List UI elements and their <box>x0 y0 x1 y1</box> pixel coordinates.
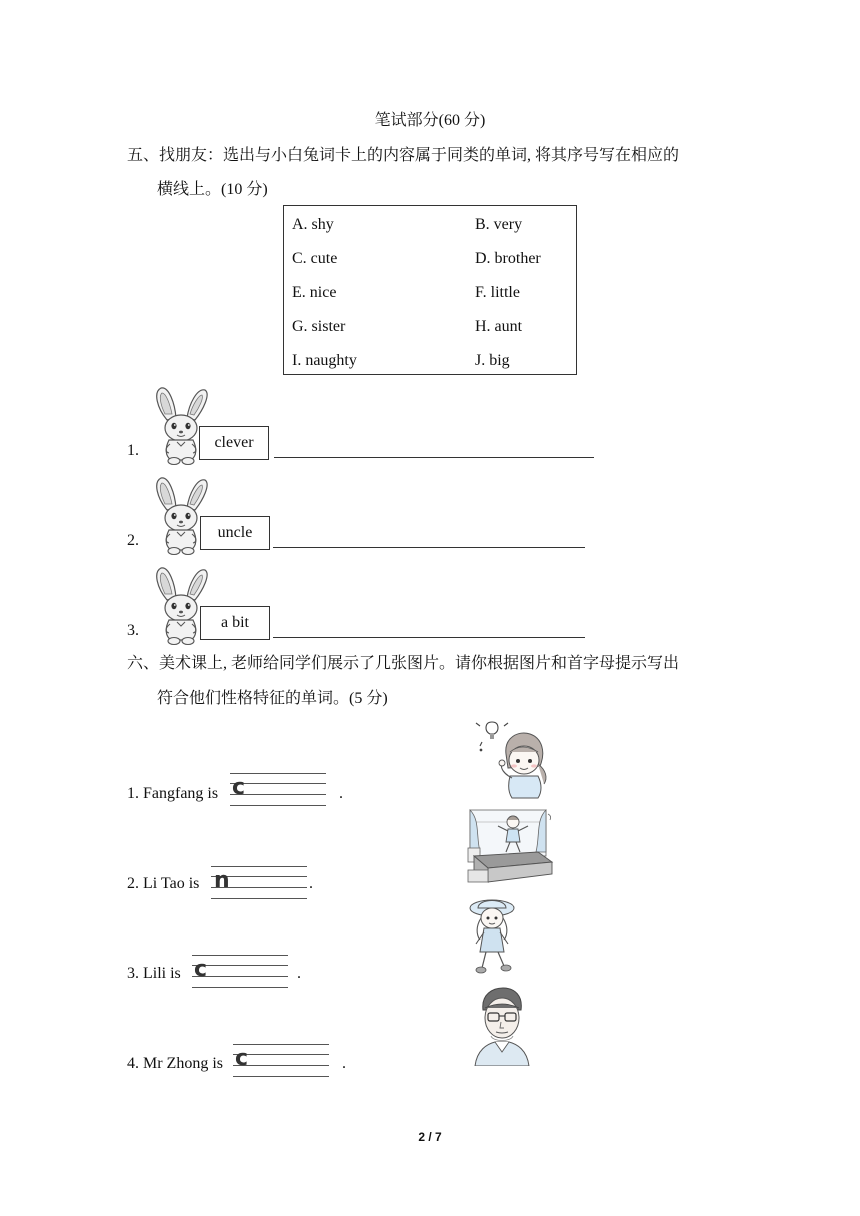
option-a: A. shy <box>292 216 334 233</box>
option-c: C. cute <box>292 250 338 267</box>
q5-heading-line1: 五、找朋友：选出与小白兔词卡上的内容属于同类的单词, 将其序号写在相应的 <box>127 147 680 164</box>
man-glasses-picture <box>471 986 533 1066</box>
q6-item1-prefix: 1. Fangfang is <box>127 785 219 802</box>
option-b: B. very <box>475 216 523 233</box>
option-h: H. aunt <box>475 318 523 335</box>
girl-idea-picture <box>474 720 554 800</box>
girl-hat-picture <box>464 894 520 978</box>
q6-item2-prefix: 2. Li Tao is <box>127 875 200 892</box>
q6-item4-hint-letter: c <box>235 1046 249 1071</box>
q6-item2-hint-letter: n <box>214 868 230 893</box>
q5-heading-line2: 横线上。(10 分) <box>157 181 268 198</box>
q5-item3-card: a bit <box>200 606 270 640</box>
option-j: J. big <box>475 352 510 369</box>
q5-item2-card: uncle <box>200 516 270 550</box>
q5-item3-number: 3. <box>127 622 139 639</box>
q6-item4-period: . <box>342 1055 346 1072</box>
q5-item1-card: clever <box>199 426 269 460</box>
q6-item1-hint-letter: c <box>232 775 246 800</box>
boy-jumping-bed-picture <box>466 808 558 886</box>
q6-item3-prefix: 3. Lili is <box>127 965 181 982</box>
q6-heading-line2: 符合他们性格特征的单词。(5 分) <box>157 690 388 707</box>
option-i: I. naughty <box>292 352 357 369</box>
q5-item1-number: 1. <box>127 442 139 459</box>
option-e: E. nice <box>292 284 337 301</box>
page-number: 2 / 7 <box>418 1130 442 1144</box>
q5-item2-number: 2. <box>127 532 139 549</box>
option-d: D. brother <box>475 250 541 267</box>
word-options-box <box>283 205 577 375</box>
q6-item4-prefix: 4. Mr Zhong is <box>127 1055 223 1072</box>
section-title: 笔试部分(60 分) <box>374 112 486 129</box>
q6-item3-period: . <box>297 965 301 982</box>
q5-item1-answer-line[interactable] <box>274 457 594 458</box>
q6-item2-period: . <box>309 875 313 892</box>
q5-item2-answer-line[interactable] <box>273 547 585 548</box>
q5-item3-answer-line[interactable] <box>273 637 585 638</box>
q6-item1-period: . <box>339 785 343 802</box>
q6-heading-line1: 六、美术课上, 老师给同学们展示了几张图片。请你根据图片和首字母提示写出 <box>127 655 680 672</box>
option-g: G. sister <box>292 318 346 335</box>
q6-item3-hint-letter: c <box>194 957 208 982</box>
option-f: F. little <box>475 284 520 301</box>
